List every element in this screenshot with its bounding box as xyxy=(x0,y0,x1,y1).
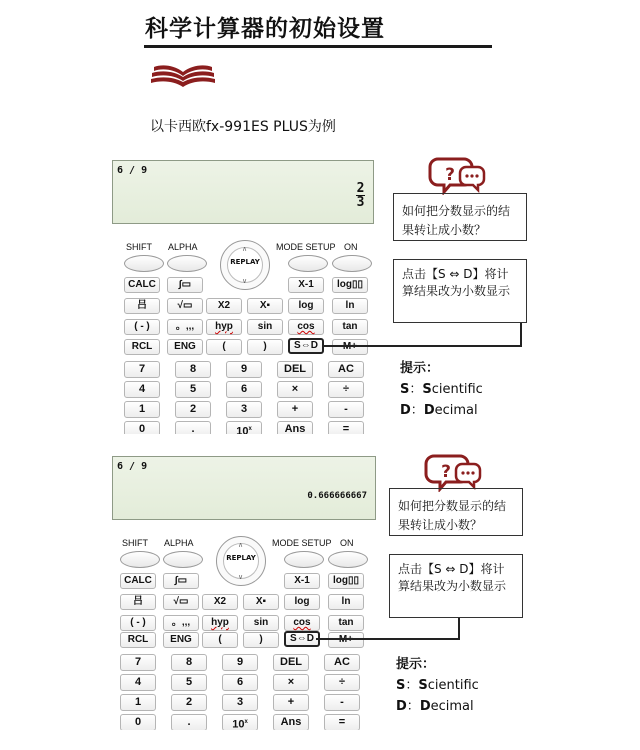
svg-text:?: ? xyxy=(441,462,451,482)
digit-9-key[interactable]: 9 xyxy=(222,654,258,671)
open-book-icon xyxy=(150,62,216,90)
s-to-d-key[interactable]: S⇔D xyxy=(288,338,324,354)
alpha-button[interactable] xyxy=(167,255,207,272)
negative-key[interactable]: ( - ) xyxy=(120,615,156,631)
tip-s-initial: S xyxy=(418,678,428,693)
display-expression: 6 / 9 xyxy=(117,165,148,176)
digit-9-key[interactable]: 9 xyxy=(226,361,262,378)
sin-key[interactable]: sin xyxy=(243,615,279,631)
eng-key[interactable]: ENG xyxy=(167,339,203,355)
right-paren-key[interactable]: ) xyxy=(243,632,279,648)
left-paren-key[interactable]: ( xyxy=(206,339,242,355)
calc-key[interactable]: CALC xyxy=(120,573,156,589)
fraction-key[interactable]: 吕 xyxy=(124,298,160,314)
ten-power-key[interactable] xyxy=(226,421,262,434)
chevron-up-icon: ∧ xyxy=(242,245,248,253)
dms-key[interactable]: 。,,, xyxy=(167,319,203,335)
tip-d-rest: ecimal xyxy=(434,403,478,418)
lcd-display xyxy=(112,160,374,224)
connector-line-vertical xyxy=(458,617,460,640)
square-key[interactable]: X2 xyxy=(202,594,238,610)
ten-power-exponent: x xyxy=(248,426,252,432)
display-decimal-value: 0.666666667 xyxy=(307,491,367,501)
tip-s-letter: S xyxy=(400,382,410,397)
tip-s-rest: cientific xyxy=(431,382,483,397)
right-paren-key[interactable]: ) xyxy=(247,339,283,355)
tip-line-s xyxy=(396,675,479,696)
tip-s-separator: ： xyxy=(405,678,419,693)
decimal-point-key[interactable]: . xyxy=(171,714,207,730)
digit-7-key[interactable]: 7 xyxy=(124,361,160,378)
digit-2-key[interactable]: 2 xyxy=(171,694,207,711)
dms-key[interactable]: 。,,, xyxy=(163,615,199,631)
shift-label: SHIFT xyxy=(122,538,148,548)
digit-0-key[interactable]: 0 xyxy=(120,714,156,730)
s-to-d-key[interactable]: S⇔D xyxy=(284,631,320,647)
sqrt-key[interactable]: √▭ xyxy=(167,298,203,314)
alpha-label: ALPHA xyxy=(164,538,194,548)
digit-3-key[interactable]: 3 xyxy=(222,694,258,711)
alpha-label: ALPHA xyxy=(168,242,198,252)
power-key[interactable]: X▪ xyxy=(247,298,283,314)
digit-1-key[interactable]: 1 xyxy=(124,401,160,418)
chevron-up-icon: ∧ xyxy=(238,541,244,549)
calculator-panel-fraction xyxy=(112,160,386,434)
ten-power-exponent: x xyxy=(244,719,248,725)
tip-d-initial: D xyxy=(423,403,435,418)
display-fraction xyxy=(356,183,365,208)
tip-title: 提示： xyxy=(396,657,436,672)
digit-4-key[interactable]: 4 xyxy=(124,381,160,398)
ans-key[interactable]: Ans xyxy=(273,714,309,730)
decimal-point-key[interactable]: . xyxy=(175,421,211,434)
instruction-callout: 点击【S ⇔ D】将计算结果改为小数显示 xyxy=(389,554,523,618)
replay-dpad[interactable] xyxy=(220,240,270,290)
question-bubble-icon xyxy=(428,155,486,195)
on-button[interactable] xyxy=(332,255,372,272)
on-button[interactable] xyxy=(328,551,368,568)
tip-d-initial: D xyxy=(419,699,431,714)
tip-line-d xyxy=(400,400,483,421)
divide-key[interactable]: ÷ xyxy=(324,674,360,691)
page-title: 科学计算器的初始设置 xyxy=(145,16,385,42)
integral-key[interactable]: ∫▭ xyxy=(167,277,203,293)
multiply-key[interactable]: × xyxy=(277,381,313,398)
connector-line xyxy=(324,345,522,347)
multiply-key[interactable]: × xyxy=(273,674,309,691)
tip-title: 提示： xyxy=(400,361,440,376)
log-base-key[interactable]: log▯▯ xyxy=(332,277,368,293)
digit-5-key[interactable]: 5 xyxy=(171,674,207,691)
fraction-key[interactable]: 吕 xyxy=(120,594,156,610)
digit-7-key[interactable]: 7 xyxy=(120,654,156,671)
digit-8-key[interactable]: 8 xyxy=(175,361,211,378)
connector-line-vertical xyxy=(520,323,522,347)
tip-line-d xyxy=(396,696,479,717)
instruction-callout: 点击【S ⇔ D】将计算结果改为小数显示 xyxy=(393,259,527,323)
integral-key[interactable]: ∫▭ xyxy=(163,573,199,589)
replay-label: REPLAY xyxy=(226,554,256,562)
divide-key[interactable]: ÷ xyxy=(328,381,364,398)
log-key[interactable]: log xyxy=(284,594,320,610)
plus-key[interactable]: + xyxy=(277,401,313,418)
equals-key[interactable]: = xyxy=(328,421,364,434)
alpha-button[interactable] xyxy=(163,551,203,568)
power-key[interactable]: X▪ xyxy=(243,594,279,610)
digit-4-key[interactable]: 4 xyxy=(120,674,156,691)
question-callout: 如何把分数显示的结果转让成小数？ xyxy=(393,193,527,241)
lcd-display xyxy=(112,456,376,520)
fraction-numerator: 2 xyxy=(356,181,365,196)
replay-dpad[interactable] xyxy=(216,536,266,586)
shift-button[interactable] xyxy=(124,255,164,272)
mode-setup-button[interactable] xyxy=(284,551,324,568)
negative-key[interactable]: ( - ) xyxy=(124,319,160,335)
sin-key[interactable]: sin xyxy=(247,319,283,335)
cos-key[interactable]: cos xyxy=(288,319,324,335)
ten-power-base: 10 xyxy=(232,718,245,730)
ten-power-key[interactable] xyxy=(222,714,258,730)
tip-block xyxy=(400,358,483,421)
reciprocal-key[interactable]: X-1 xyxy=(288,277,324,293)
question-callout: 如何把分数显示的结果转让成小数？ xyxy=(389,488,523,536)
digit-1-key[interactable]: 1 xyxy=(120,694,156,711)
ans-key[interactable]: Ans xyxy=(277,421,313,434)
log-base-key[interactable]: log▯▯ xyxy=(328,573,364,589)
m-plus-key[interactable] xyxy=(332,339,368,355)
sqrt-key[interactable]: √▭ xyxy=(163,594,199,610)
tip-d-separator: ： xyxy=(410,403,424,418)
minus-key[interactable]: - xyxy=(324,694,360,711)
tip-d-rest: ecimal xyxy=(430,699,474,714)
replay-label: REPLAY xyxy=(230,258,260,266)
ac-key[interactable]: AC xyxy=(324,654,360,671)
tip-s-separator: ： xyxy=(409,382,423,397)
tip-block xyxy=(396,654,479,717)
display-expression: 6 / 9 xyxy=(117,461,148,472)
ln-key[interactable]: ln xyxy=(328,594,364,610)
tip-s-rest: cientific xyxy=(427,678,479,693)
reciprocal-key[interactable]: X-1 xyxy=(284,573,320,589)
digit-6-key[interactable]: 6 xyxy=(222,674,258,691)
del-key[interactable]: DEL xyxy=(273,654,309,671)
tip-d-letter: D xyxy=(400,403,411,418)
tan-key[interactable]: tan xyxy=(328,615,364,631)
hyp-key[interactable]: hyp xyxy=(202,615,238,631)
calculator-panel-decimal xyxy=(112,456,386,730)
minus-key[interactable]: - xyxy=(328,401,364,418)
chevron-down-icon: ∨ xyxy=(242,277,248,285)
on-label: ON xyxy=(340,538,354,548)
title-underline xyxy=(144,45,492,48)
digit-5-key[interactable]: 5 xyxy=(175,381,211,398)
plus-key[interactable]: + xyxy=(273,694,309,711)
fraction-denominator: 3 xyxy=(356,195,365,210)
shift-label: SHIFT xyxy=(126,242,152,252)
m-plus-key[interactable] xyxy=(328,632,364,648)
eng-key[interactable]: ENG xyxy=(163,632,199,648)
tip-line-s xyxy=(400,379,483,400)
equals-key[interactable]: = xyxy=(324,714,360,730)
rcl-key[interactable]: RCL xyxy=(120,632,156,648)
digit-6-key[interactable]: 6 xyxy=(226,381,262,398)
digit-8-key[interactable]: 8 xyxy=(171,654,207,671)
left-paren-key[interactable]: ( xyxy=(202,632,238,648)
svg-text:?: ? xyxy=(445,165,455,185)
tip-s-letter: S xyxy=(396,678,406,693)
digit-2-key[interactable]: 2 xyxy=(175,401,211,418)
mode-setup-label: MODE SETUP xyxy=(272,538,332,548)
hyp-key[interactable]: hyp xyxy=(206,319,242,335)
tip-s-initial: S xyxy=(422,382,432,397)
digit-3-key[interactable]: 3 xyxy=(226,401,262,418)
log-key[interactable]: log xyxy=(288,298,324,314)
question-bubble-icon xyxy=(424,452,482,492)
chevron-down-icon: ∨ xyxy=(238,573,244,581)
tip-d-letter: D xyxy=(396,699,407,714)
ac-key[interactable]: AC xyxy=(328,361,364,378)
shift-button[interactable] xyxy=(120,551,160,568)
tip-d-separator: ： xyxy=(406,699,420,714)
subtitle: 以卡西欧fx-991ES PLUS为例 xyxy=(150,119,336,135)
mode-setup-button[interactable] xyxy=(288,255,328,272)
connector-line xyxy=(316,638,460,640)
square-key[interactable]: X2 xyxy=(206,298,242,314)
digit-0-key[interactable]: 0 xyxy=(124,421,160,434)
on-label: ON xyxy=(344,242,358,252)
rcl-key[interactable]: RCL xyxy=(124,339,160,355)
ln-key[interactable]: ln xyxy=(332,298,368,314)
mode-setup-label: MODE SETUP xyxy=(276,242,336,252)
del-key[interactable]: DEL xyxy=(277,361,313,378)
cos-key[interactable]: cos xyxy=(284,615,320,631)
calc-key[interactable]: CALC xyxy=(124,277,160,293)
ten-power-base: 10 xyxy=(236,425,249,434)
tan-key[interactable]: tan xyxy=(332,319,368,335)
